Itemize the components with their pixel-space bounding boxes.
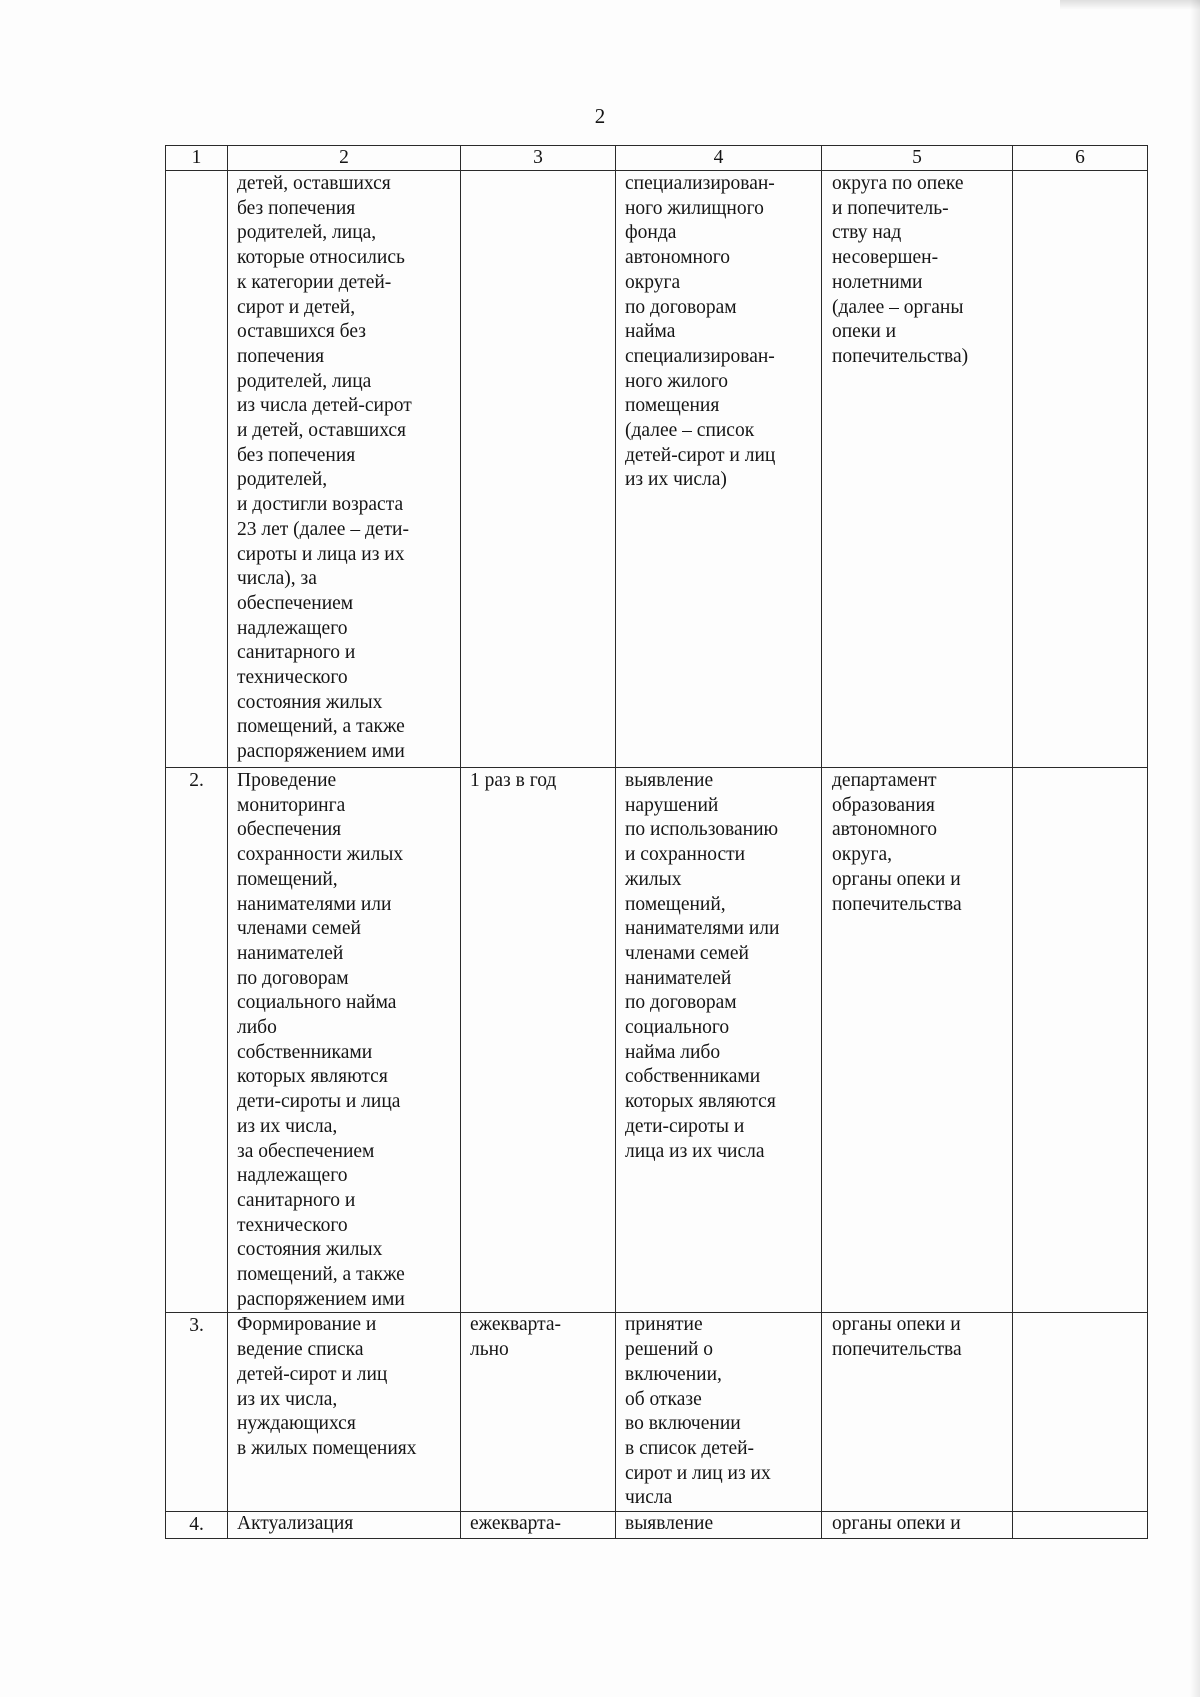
result-cell <box>616 1313 822 1512</box>
header-col-1: 1 <box>166 146 228 171</box>
note-cell <box>1013 768 1148 1313</box>
page-number: 2 <box>594 104 606 128</box>
activity-cell <box>228 1512 461 1539</box>
note-cell <box>1013 1313 1148 1512</box>
header-col-5: 5 <box>822 146 1013 171</box>
responsible-text: органы опеки и попечительства <box>832 1314 962 1361</box>
note-cell <box>1013 1512 1148 1539</box>
period-text: ежекварта- льно <box>470 1314 562 1361</box>
row-number-cell <box>166 171 228 768</box>
responsible-cell <box>822 171 1013 768</box>
responsible-cell <box>822 1512 1013 1539</box>
plan-table <box>165 145 1148 1539</box>
note-text <box>1013 171 1147 172</box>
period-cell <box>461 768 616 1313</box>
table-header-row <box>166 146 1148 171</box>
note-cell <box>1013 171 1148 768</box>
period-text: ежекварта- <box>470 1513 562 1535</box>
table-row <box>166 768 1148 1313</box>
result-text: специализирован- ного жилищного фонда автономного округа по договорам найма специализирован- ного жилого помещения (далее – список детей-сирот и лиц из их числа) <box>625 173 776 491</box>
activity-text: Формирование и ведение списка детей-сирот и лиц из их числа, нуждающихся в жилых помещениях <box>237 1314 417 1459</box>
row-number: 3. <box>189 1315 204 1337</box>
result-cell <box>616 171 822 768</box>
row-number: 4. <box>189 1514 204 1536</box>
activity-text: Проведение мониторинга обеспечения сохранности жилых помещений, нанимателями или членами семей нанимателей по договорам социального найма либо собственниками которых являются дети-сироты и лица из их числа, за обеспечением надлежащего санитарного и технического состояния жилых помещений, а также распоряжением ими <box>237 770 405 1310</box>
activity-text: Актуализация <box>237 1513 354 1535</box>
scan-corner-shadow <box>1060 0 1200 10</box>
period-text <box>461 171 615 172</box>
period-cell <box>461 1512 616 1539</box>
row-number-cell <box>166 1313 228 1512</box>
table-row <box>166 1512 1148 1539</box>
responsible-cell <box>822 1313 1013 1512</box>
row-number <box>166 171 227 172</box>
table-row <box>166 171 1148 768</box>
header-col-3: 3 <box>461 146 616 171</box>
table-row <box>166 1313 1148 1512</box>
responsible-cell <box>822 768 1013 1313</box>
period-cell <box>461 171 616 768</box>
row-number-cell <box>166 768 228 1313</box>
result-text: выявление <box>625 1513 714 1535</box>
result-text: выявление нарушений по использованию и сохранности жилых помещений, нанимателями или членами семей нанимателей по договорам социального найма либо собственниками которых являются дети-сироты и лица из их числа <box>625 770 780 1162</box>
row-number-cell <box>166 1512 228 1539</box>
activity-cell <box>228 1313 461 1512</box>
header-col-4: 4 <box>616 146 822 171</box>
header-col-6: 6 <box>1013 146 1148 171</box>
period-text: 1 раз в год <box>470 770 557 791</box>
row-number: 2. <box>189 770 204 791</box>
note-text <box>1013 768 1147 769</box>
period-cell <box>461 1313 616 1512</box>
header-col-2: 2 <box>228 146 461 171</box>
scan-edge-shadow <box>1190 0 1200 1697</box>
activity-cell <box>228 171 461 768</box>
responsible-text: округа по опеке и попечитель- ству над несовершен- нолетними (далее – органы опеки и попечительства) <box>832 173 969 367</box>
activity-cell <box>228 768 461 1313</box>
result-text: принятие решений о включении, об отказе во включении в список детей- сирот и лиц из их числа <box>625 1314 771 1509</box>
activity-text: детей, оставшихся без попечения родителей, лица, которые относились к категории детей- сирот и детей, оставшихся без попечения родителей, лица из числа детей-сирот и детей, оставшихся без попечения родителей, и достигли возраста 23 лет (далее – дети- сироты и лица из их числа), за обеспечением надлежащего санитарного и технического состояния жилых помещений, а также распоряжением ими <box>237 173 412 763</box>
responsible-text: департамент образования автономного округа, органы опеки и попечительства <box>832 770 962 915</box>
result-cell <box>616 1512 822 1539</box>
responsible-text: органы опеки и <box>832 1513 961 1535</box>
result-cell <box>616 768 822 1313</box>
